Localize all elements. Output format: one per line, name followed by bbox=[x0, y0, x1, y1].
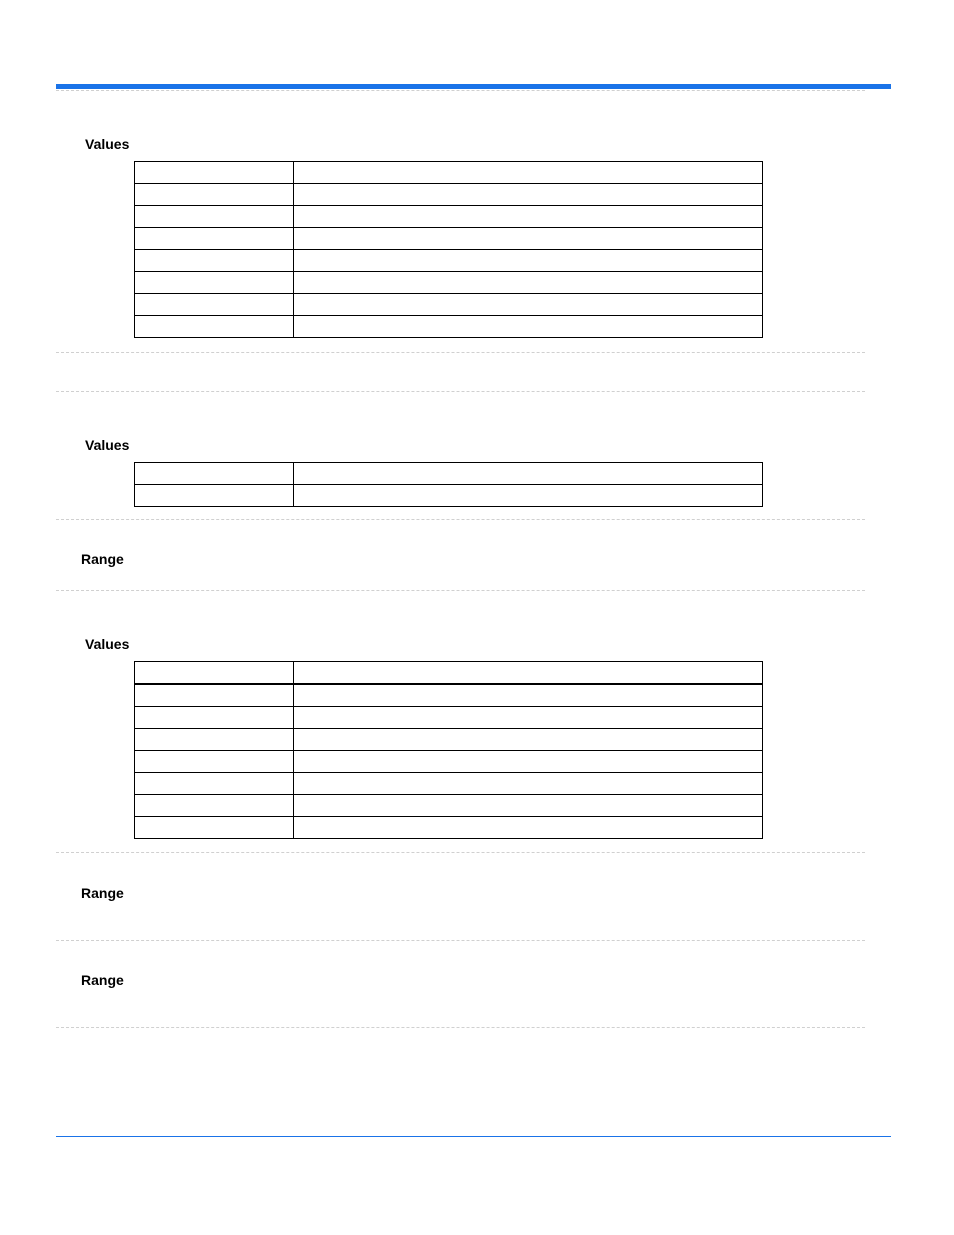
table-row bbox=[135, 485, 763, 507]
table-cell bbox=[294, 485, 763, 507]
table-cell bbox=[294, 684, 763, 707]
table-cell bbox=[135, 294, 294, 316]
table-row bbox=[135, 162, 763, 184]
table-cell bbox=[135, 206, 294, 228]
table-row bbox=[135, 817, 763, 839]
table-cell bbox=[135, 184, 294, 206]
table-cell bbox=[135, 662, 294, 685]
values-table-3 bbox=[134, 661, 763, 839]
table-cell bbox=[135, 316, 294, 338]
table-cell bbox=[294, 463, 763, 485]
table-cell bbox=[294, 316, 763, 338]
table-cell bbox=[294, 294, 763, 316]
table-row bbox=[135, 316, 763, 338]
table-cell bbox=[294, 250, 763, 272]
values-table-1 bbox=[134, 161, 763, 338]
table-cell bbox=[294, 773, 763, 795]
table-row bbox=[135, 206, 763, 228]
table-cell bbox=[294, 228, 763, 250]
table-cell bbox=[294, 272, 763, 294]
table-cell bbox=[135, 795, 294, 817]
header-divider bbox=[56, 90, 865, 91]
table-row bbox=[135, 294, 763, 316]
table-cell bbox=[294, 817, 763, 839]
table-row bbox=[135, 795, 763, 817]
section-heading-values-1: Values bbox=[85, 136, 130, 152]
table-row bbox=[135, 707, 763, 729]
section-divider bbox=[56, 391, 865, 392]
table-row bbox=[135, 250, 763, 272]
table-cell bbox=[135, 684, 294, 707]
table-cell bbox=[135, 817, 294, 839]
section-heading-values-3: Values bbox=[85, 636, 130, 652]
table-cell bbox=[135, 463, 294, 485]
table-row bbox=[135, 729, 763, 751]
table-row bbox=[135, 184, 763, 206]
table-cell bbox=[135, 272, 294, 294]
header-accent-bar bbox=[56, 84, 891, 89]
table-cell bbox=[135, 162, 294, 184]
footer-divider bbox=[56, 1136, 891, 1137]
section-heading-values-2: Values bbox=[85, 437, 130, 453]
values-table-2 bbox=[134, 462, 763, 507]
table-cell bbox=[135, 250, 294, 272]
section-divider bbox=[56, 352, 865, 353]
section-divider bbox=[56, 852, 865, 853]
table-cell bbox=[135, 729, 294, 751]
table-cell bbox=[135, 707, 294, 729]
table-cell bbox=[294, 184, 763, 206]
section-divider bbox=[56, 590, 865, 591]
table-cell bbox=[294, 795, 763, 817]
table-row bbox=[135, 684, 763, 707]
section-heading-range-3: Range bbox=[81, 972, 124, 988]
table-row bbox=[135, 272, 763, 294]
table-row bbox=[135, 751, 763, 773]
table-cell bbox=[294, 662, 763, 685]
table-row bbox=[135, 463, 763, 485]
table-cell bbox=[294, 162, 763, 184]
section-divider bbox=[56, 940, 865, 941]
table-cell bbox=[294, 751, 763, 773]
table-cell bbox=[135, 485, 294, 507]
table-cell bbox=[294, 206, 763, 228]
table-cell bbox=[135, 228, 294, 250]
section-heading-range-1: Range bbox=[81, 551, 124, 567]
table-row bbox=[135, 662, 763, 685]
section-heading-range-2: Range bbox=[81, 885, 124, 901]
table-row bbox=[135, 228, 763, 250]
table-row bbox=[135, 773, 763, 795]
table-cell bbox=[135, 773, 294, 795]
table-cell bbox=[294, 707, 763, 729]
table-cell bbox=[135, 751, 294, 773]
section-divider bbox=[56, 1027, 865, 1028]
table-cell bbox=[294, 729, 763, 751]
section-divider bbox=[56, 519, 865, 520]
